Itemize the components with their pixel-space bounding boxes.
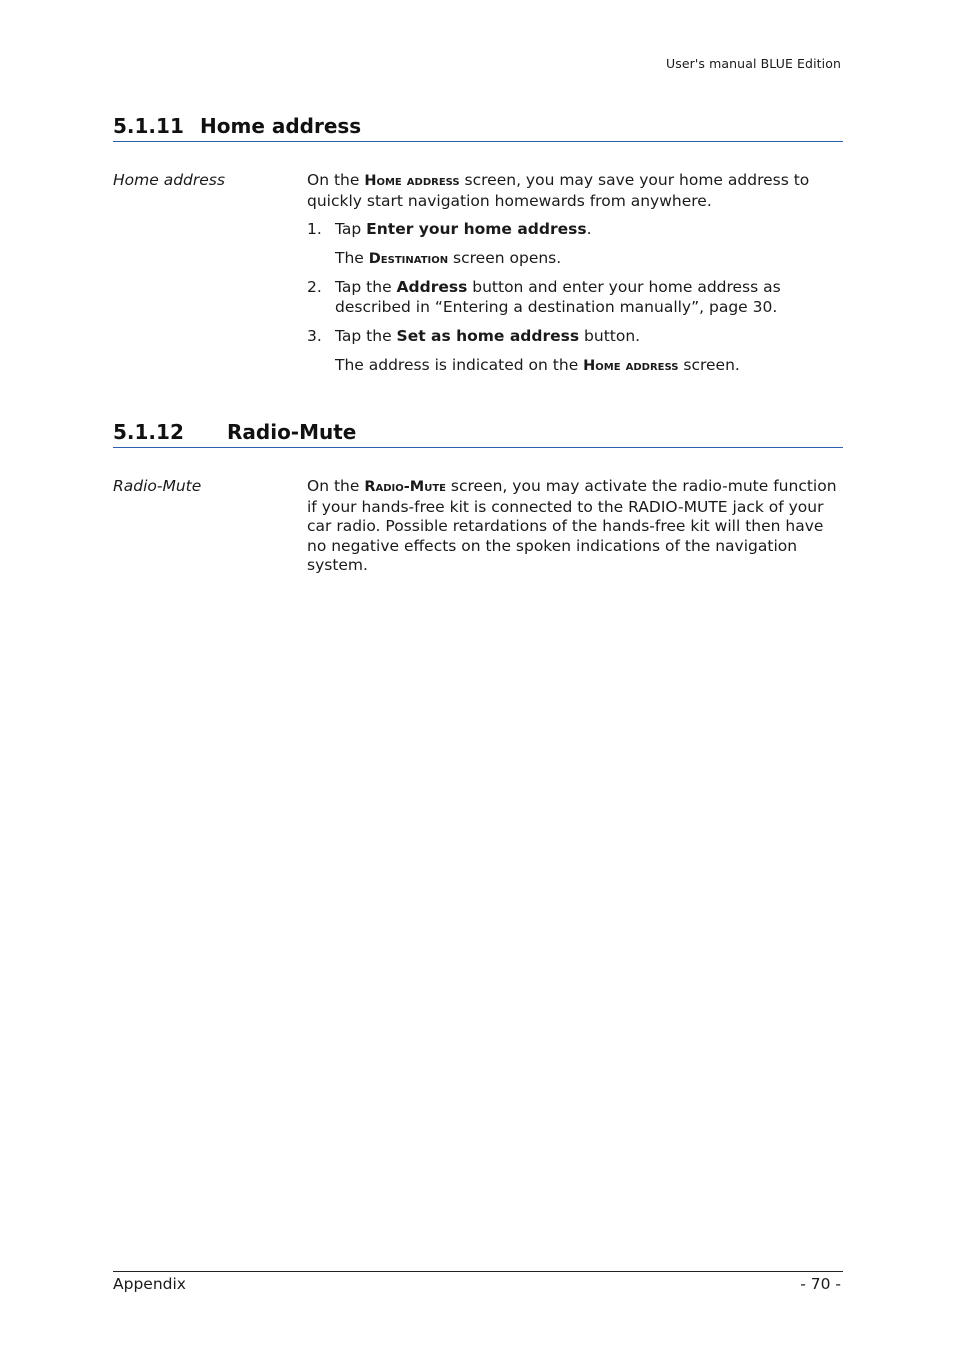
step-text-pre: Tap	[335, 220, 367, 238]
intro-text-pre: On the	[307, 477, 365, 495]
page-number: - 70 -	[800, 1275, 841, 1293]
step-number: 2.	[307, 278, 322, 296]
step-text-post: button.	[579, 327, 641, 345]
step-item	[307, 278, 837, 317]
section-heading-home-address	[113, 113, 843, 142]
screen-name: Home address	[583, 358, 679, 374]
step-number: 3.	[307, 327, 322, 345]
step-text-pre: Tap the	[335, 327, 397, 345]
step-item	[307, 327, 837, 347]
step-ui-label: Enter your home address	[366, 220, 587, 238]
margin-label-radio-mute: Radio-Mute	[113, 477, 202, 495]
result-text-post: screen.	[678, 356, 740, 374]
step-item	[307, 220, 837, 240]
radio-mute-intro	[307, 477, 837, 576]
section-title: Radio-Mute	[227, 420, 357, 444]
step-text-post: .	[586, 220, 592, 238]
section-number: 5.1.11	[113, 114, 184, 138]
result-text-pre: The	[335, 249, 369, 267]
step-text-pre: Tap the	[335, 278, 397, 296]
footer-rule	[113, 1271, 843, 1272]
home-address-intro	[307, 171, 837, 211]
section-heading-radio-mute	[113, 419, 843, 448]
footer-chapter: Appendix	[113, 1275, 186, 1293]
step-ui-label: Set as home address	[396, 327, 580, 345]
step-result	[335, 356, 835, 377]
screen-name: Destination	[368, 251, 449, 267]
step-result	[335, 249, 835, 270]
intro-text-post: screen, you may activate the radio-mute function if your hands-free kit is connected to the RADIO-MUTE jack of your car radio. Possible retardations of the hands-free kit will then have no negative effects on the spoken indications of the navigation system.	[307, 477, 837, 575]
section-title: Home address	[200, 114, 362, 138]
step-number: 1.	[307, 220, 322, 238]
result-text-post: screen opens.	[448, 249, 562, 267]
screen-name: Home address	[364, 173, 460, 189]
margin-label-home-address: Home address	[113, 171, 225, 189]
intro-text-pre: On the	[307, 171, 365, 189]
step-text-post: button and enter your home address as described in “Entering a destination manually”, page 30.	[335, 278, 781, 316]
screen-name: Radio-Mute	[364, 479, 446, 495]
step-ui-label: Address	[396, 278, 468, 296]
section-number: 5.1.12	[113, 420, 184, 444]
result-text-pre: The address is indicated on the	[335, 356, 584, 374]
running-header: User's manual BLUE Edition	[666, 56, 841, 71]
intro-text-post: screen, you may save your home address to quickly start navigation homewards from anywhere.	[307, 171, 810, 210]
